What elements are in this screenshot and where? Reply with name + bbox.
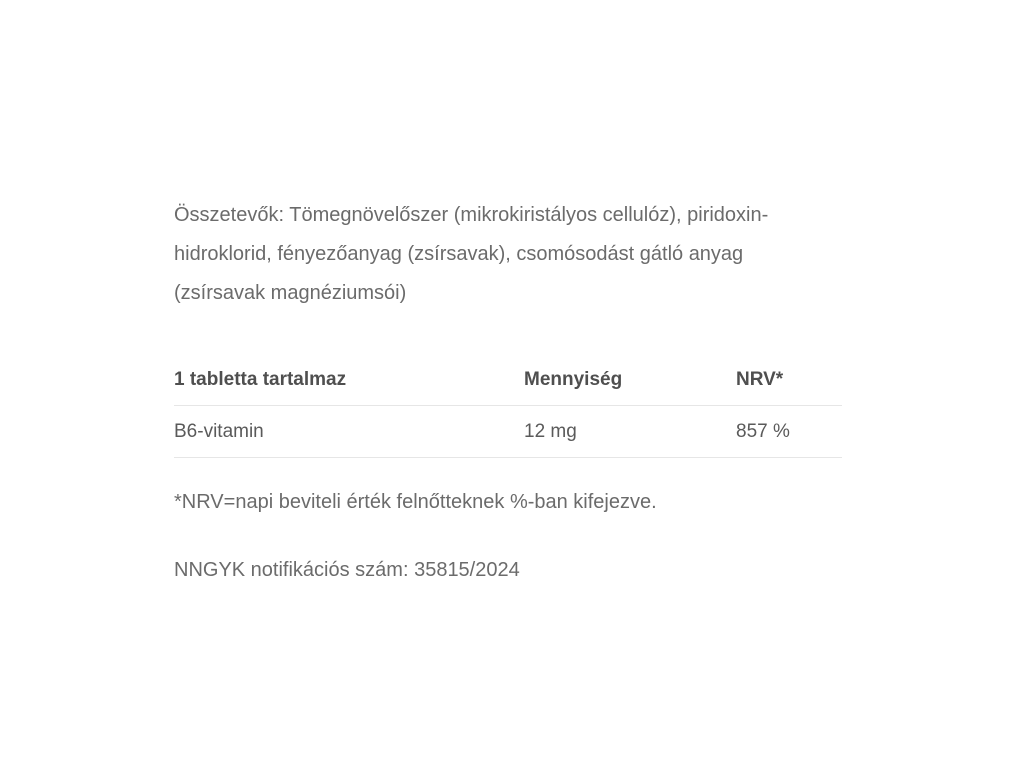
- cell-nutrient-nrv: 857 %: [736, 406, 842, 458]
- cell-nutrient-amount: 12 mg: [524, 406, 736, 458]
- header-amount: Mennyiség: [524, 355, 736, 406]
- header-content: 1 tabletta tartalmaz: [174, 355, 524, 406]
- nutrition-table: [174, 355, 842, 458]
- header-nrv: NRV*: [736, 355, 842, 406]
- table-row: [174, 406, 842, 458]
- ingredients-text: Összetevők: Tömegnövelőszer (mikrokiristályos cellulóz), piridoxin-hidroklorid, fényezőanyag (zsírsavak), csomósodást gátló anyag (zsírsavak magnéziumsói): [174, 204, 769, 304]
- cell-nutrient-name: B6-vitamin: [174, 406, 524, 458]
- table-header-row: [174, 355, 842, 406]
- notification-number: NNGYK notifikációs szám: 35815/2024: [174, 559, 520, 581]
- product-info: [174, 196, 842, 585]
- nrv-footnote: *NRV=napi beviteli érték felnőtteknek %-ban kifejezve.: [174, 491, 657, 513]
